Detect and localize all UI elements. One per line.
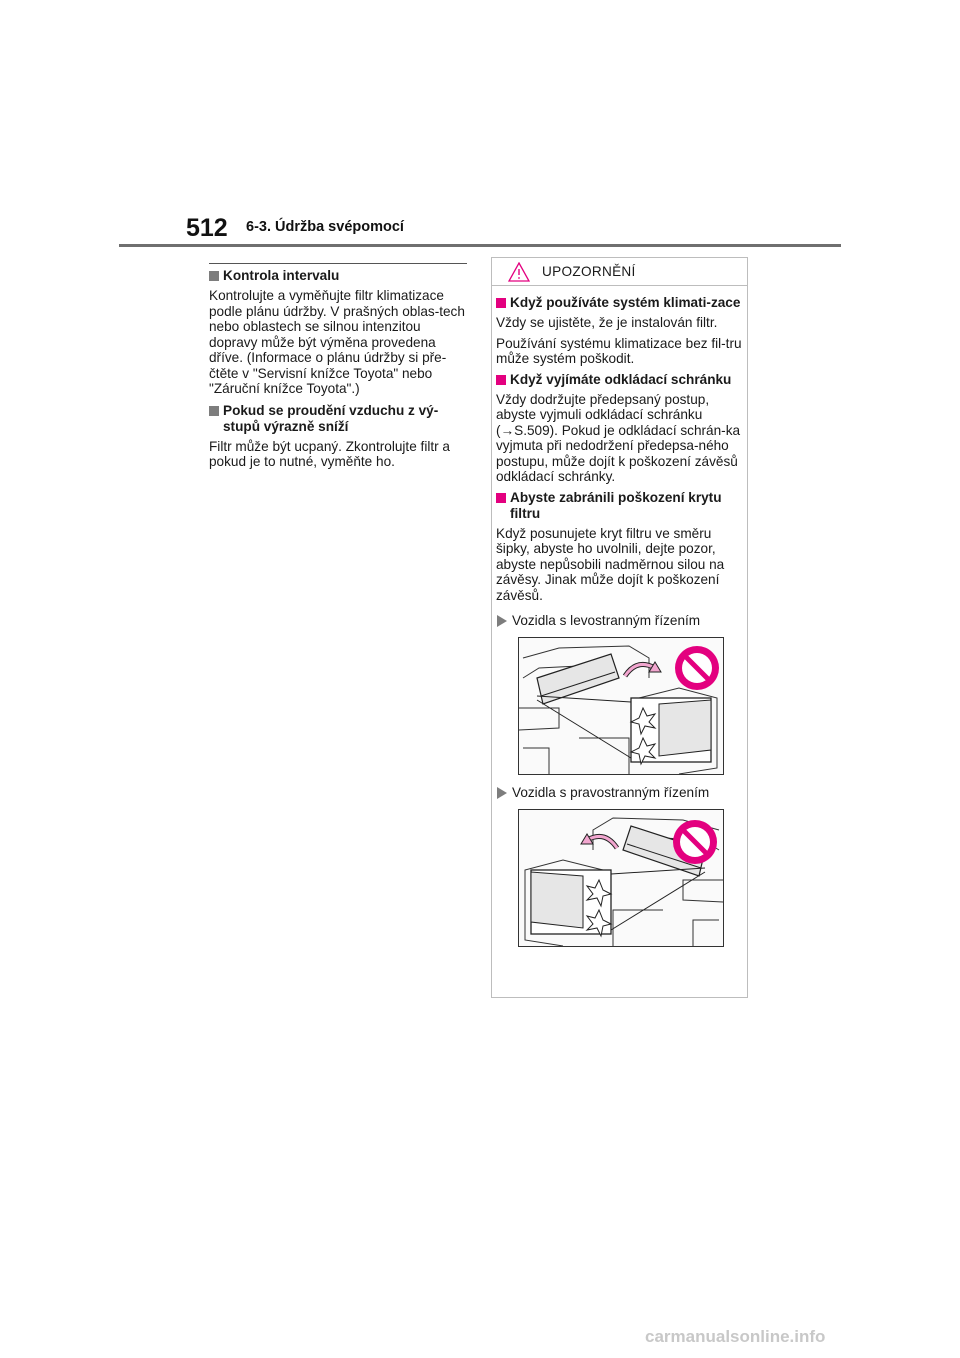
left-column bbox=[209, 263, 467, 476]
paragraph: Když posunujete kryt filtru ve směru šipky, abyste ho uvolnili, dejte pozor, abyste nepůsobili nadměrnou silou na závěsy. Jinak může dojít k poškození závěsů. bbox=[496, 525, 725, 603]
filter-illustration-lhd bbox=[519, 638, 723, 774]
heading-text: Když používáte systém klimati-zace bbox=[510, 295, 741, 310]
paragraph: Vždy se ujistěte, že je instalován filtr. bbox=[496, 315, 718, 330]
heading-klimatizace bbox=[496, 295, 743, 311]
square-bullet-icon bbox=[496, 298, 506, 308]
heading-text: Kontrola intervalu bbox=[223, 268, 340, 283]
paragraph: Používání systému klimatizace bez fil-tru může systém poškodit. bbox=[496, 335, 742, 366]
vehicle-rhd-label bbox=[496, 785, 743, 801]
triangle-arrow-icon bbox=[497, 615, 507, 627]
vehicle-lhd-text: Vozidla s levostranným řízením bbox=[512, 613, 701, 628]
vehicle-lhd-label bbox=[496, 613, 743, 629]
paragraph: Filtr může být ucpaný. Zkontrolujte filtr a pokud je to nutné, vyměňte ho. bbox=[209, 438, 450, 469]
header-rule bbox=[119, 244, 841, 247]
heading-text: Abyste zabránili poškození krytu filtru bbox=[510, 489, 722, 521]
section-title: 6-3. Údržba svépomocí bbox=[246, 219, 404, 235]
figure-lhd bbox=[518, 637, 724, 775]
heading-text: Pokud se proudění vzduchu z vý-stupů výrazně sníží bbox=[223, 402, 439, 434]
column-top-rule bbox=[209, 263, 467, 264]
square-bullet-icon bbox=[209, 406, 219, 416]
heading-kontrola-intervalu bbox=[209, 268, 467, 284]
footer-watermark: carmanualsonline.info bbox=[645, 1327, 826, 1346]
paragraph: Vždy dodržujte předepsaný postup, abyste vyjmuli odkládací schránku (→S.509). Pokud je odkládací schrán-ka vyjmuta při nedodržení předepsa-ného postupu, může dojít k poškození závěsů odkládací schránky. bbox=[496, 391, 741, 484]
heading-kryt-filtru bbox=[496, 490, 743, 522]
vehicle-rhd-text: Vozidla s pravostranným řízením bbox=[512, 785, 710, 800]
square-bullet-icon bbox=[496, 493, 506, 503]
heading-odkladaci-schranka bbox=[496, 372, 743, 388]
figure-rhd bbox=[518, 809, 724, 947]
heading-proudeni-vzduchu bbox=[209, 403, 467, 435]
warning-box bbox=[491, 257, 748, 998]
square-bullet-icon bbox=[209, 271, 219, 281]
warning-body bbox=[492, 286, 747, 947]
triangle-arrow-icon bbox=[497, 787, 507, 799]
heading-text: Když vyjímáte odkládací schránku bbox=[510, 371, 732, 387]
page-number: 512 bbox=[186, 214, 228, 242]
warning-label: UPOZORNĚNÍ bbox=[542, 264, 636, 279]
paragraph: Kontrolujte a vyměňujte filtr klimatizace podle plánu údržby. V prašných oblas-tech nebo oblastech se silnou intenzitou dopravy může být výměna provedena dříve. (Informace o plánu údržby si pře-čtěte v "Servisní knížce Toyota" nebo "Záruční knížce Toyota".) bbox=[209, 288, 465, 396]
warning-triangle-icon bbox=[508, 262, 530, 282]
filter-illustration-rhd bbox=[519, 810, 723, 946]
warning-header bbox=[492, 258, 747, 286]
square-bullet-icon bbox=[496, 375, 506, 385]
